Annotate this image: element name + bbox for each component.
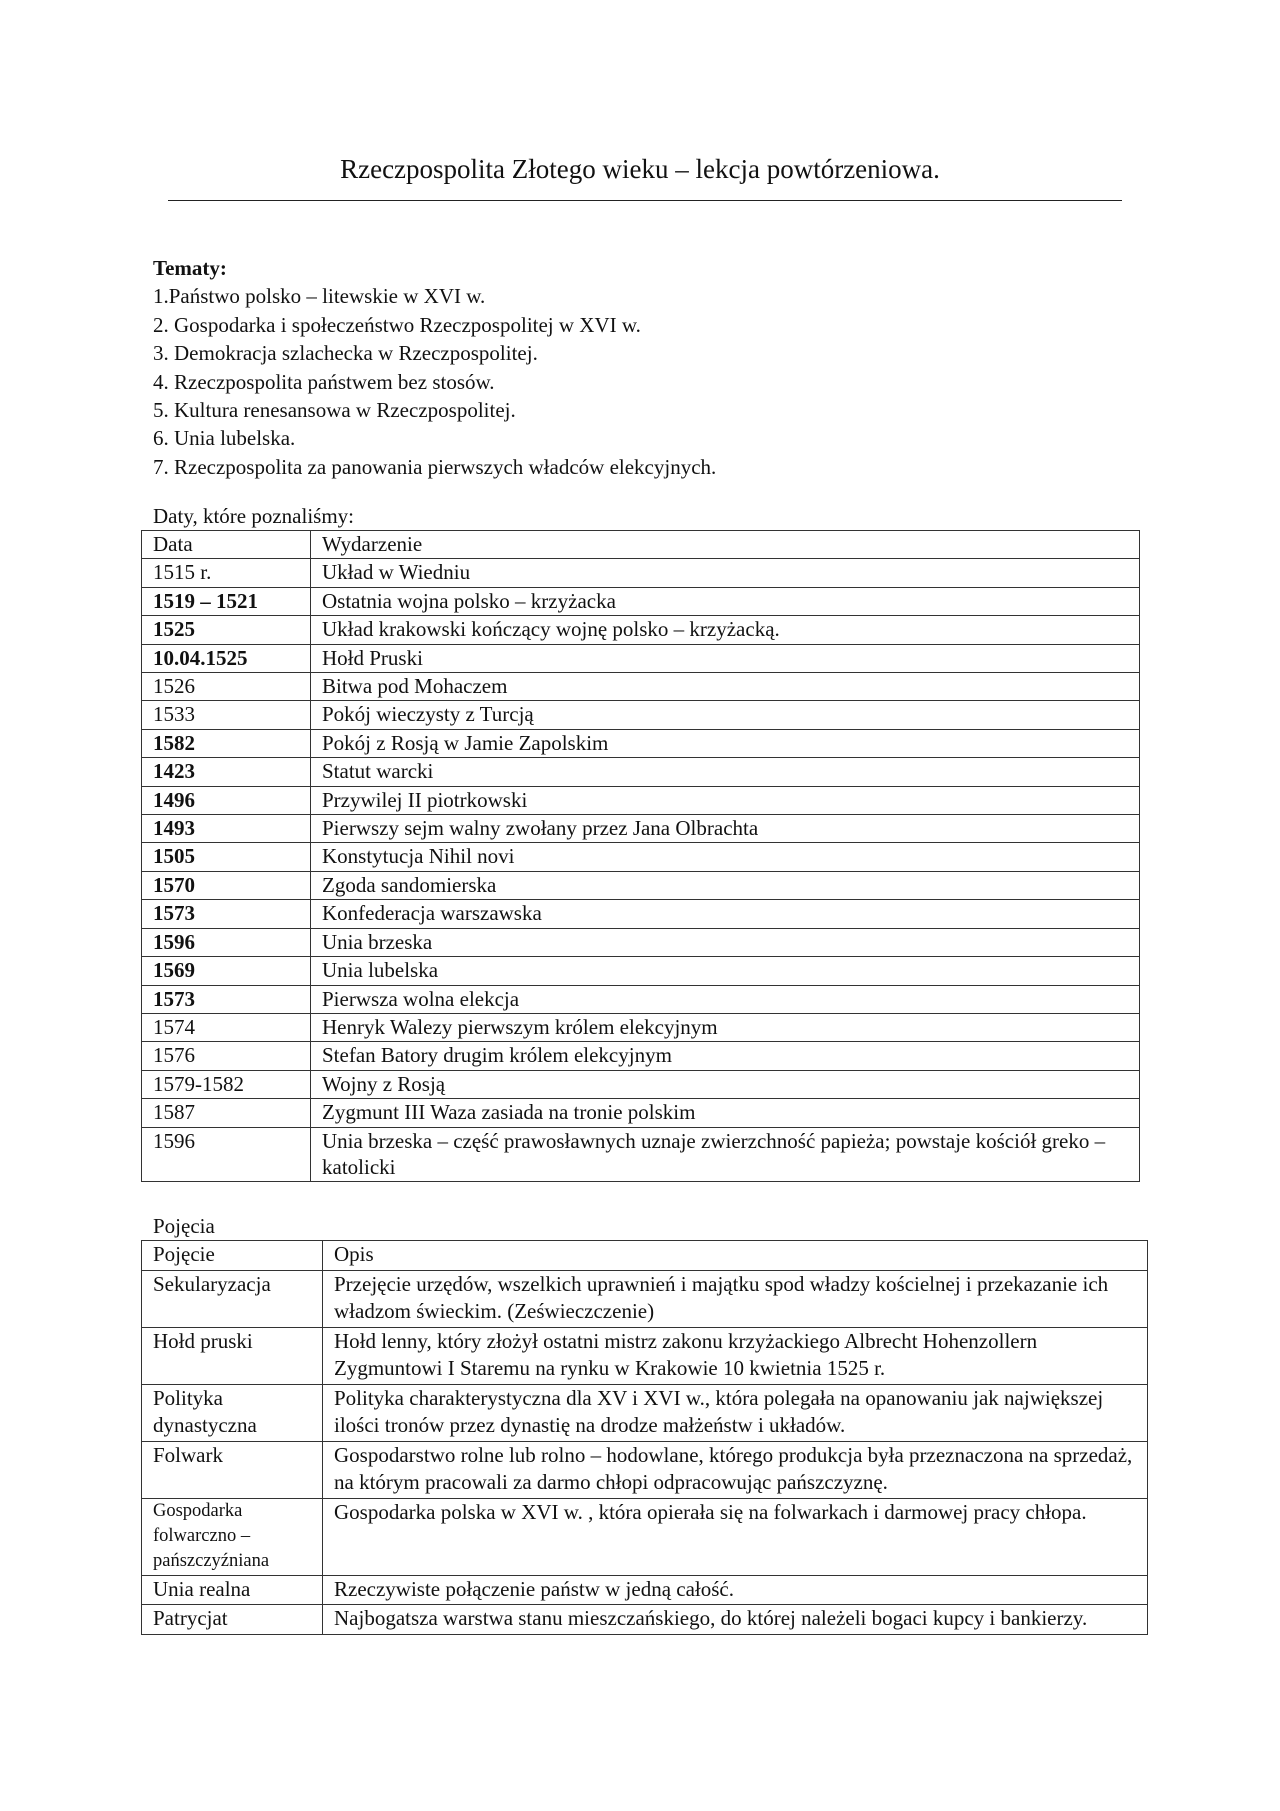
topics-list (153, 282, 1153, 481)
dates-row (142, 900, 1140, 928)
dates-row (142, 815, 1140, 843)
term-cell: Patrycjat (142, 1605, 323, 1635)
dates-row (142, 928, 1140, 956)
terms-row (142, 1575, 1148, 1605)
terms-row (142, 1384, 1148, 1441)
date-cell: 1496 (142, 786, 311, 814)
term-desc-cell: Polityka charakterystyczna dla XV i XVI w., która polegała na opanowaniu jak największej ilości tronów przez dynastię na drodze małżeństw i układów. (323, 1384, 1148, 1441)
topic-item: 7. Rzeczpospolita za panowania pierwszych władców elekcyjnych. (153, 454, 717, 479)
topic-item: 5. Kultura renesansowa w Rzeczpospolitej. (153, 398, 516, 423)
dates-row (142, 701, 1140, 729)
date-cell: 1569 (142, 957, 311, 985)
dates-caption: Daty, które poznaliśmy: (153, 504, 355, 528)
topics-section (153, 254, 1153, 481)
event-cell: Konstytucja Nihil novi (311, 843, 1140, 871)
dates-row (142, 644, 1140, 672)
topic-item: 6. Unia lubelska. (153, 426, 296, 451)
dates-row (142, 985, 1140, 1013)
event-cell: Bitwa pod Mohaczem (311, 673, 1140, 701)
date-cell: 1526 (142, 673, 311, 701)
term-desc-cell: Gospodarka polska w XVI w. , która opierała się na folwarkach i darmowej pracy chłopa. (323, 1498, 1148, 1575)
date-cell: 1596 (142, 1127, 311, 1181)
dates-row (142, 786, 1140, 814)
date-cell: 1519 – 1521 (142, 587, 311, 615)
term-cell: Hołd pruski (142, 1327, 323, 1384)
date-cell: 1533 (142, 701, 311, 729)
dates-row (142, 587, 1140, 615)
term-desc-cell: Przejęcie urzędów, wszelkich uprawnień i majątku spod władzy kościelnej i przekazanie ich władzom świeckim. (Ześwieczczenie) (323, 1270, 1148, 1327)
dates-row (142, 729, 1140, 757)
terms-row (142, 1270, 1148, 1327)
term-desc-cell: Hołd lenny, który złożył ostatni mistrz zakonu krzyżackiego Albrecht Hohenzollern Zygmuntowi I Staremu na rynku w Krakowie 10 kwietnia 1525 r. (323, 1327, 1148, 1384)
dates-row (142, 673, 1140, 701)
event-cell: Pierwsza wolna elekcja (311, 985, 1140, 1013)
event-cell: Pokój z Rosją w Jamie Zapolskim (311, 729, 1140, 757)
topic-item: 2. Gospodarka i społeczeństwo Rzeczpospolitej w XVI w. (153, 312, 641, 337)
term-cell: Polityka dynastyczna (142, 1384, 323, 1441)
dates-row (142, 1013, 1140, 1041)
date-cell: 1576 (142, 1042, 311, 1070)
dates-row (142, 843, 1140, 871)
title-underline (168, 200, 1122, 201)
date-cell: 1573 (142, 985, 311, 1013)
term-cell: Folwark (142, 1441, 323, 1498)
event-cell: Pierwszy sejm walny zwołany przez Jana Olbrachta (311, 815, 1140, 843)
event-cell: Hołd Pruski (311, 644, 1140, 672)
dates-table (141, 530, 1140, 1182)
dates-row (142, 758, 1140, 786)
event-cell: Unia lubelska (311, 957, 1140, 985)
date-cell: 1573 (142, 900, 311, 928)
dates-row (142, 957, 1140, 985)
dates-row (142, 1070, 1140, 1098)
event-cell: Unia brzeska (311, 928, 1140, 956)
page-title: Rzeczpospolita Złotego wieku – lekcja powtórzeniowa. (340, 154, 940, 184)
event-cell: Ostatnia wojna polsko – krzyżacka (311, 587, 1140, 615)
term-cell: Sekularyzacja (142, 1270, 323, 1327)
term-desc-cell: Najbogatsza warstwa stanu mieszczańskiego, do której należeli bogaci kupcy i bankierzy. (323, 1605, 1148, 1635)
date-cell: 1574 (142, 1013, 311, 1041)
topic-item: 4. Rzeczpospolita państwem bez stosów. (153, 369, 495, 394)
dates-header-event: Wydarzenie (311, 531, 1140, 559)
dates-row (142, 1042, 1140, 1070)
event-cell: Stefan Batory drugim królem elekcyjnym (311, 1042, 1140, 1070)
terms-row (142, 1441, 1148, 1498)
date-cell: 1525 (142, 616, 311, 644)
terms-header-row (142, 1241, 1148, 1271)
event-cell: Wojny z Rosją (311, 1070, 1140, 1098)
date-cell: 1505 (142, 843, 311, 871)
term-desc-cell: Gospodarstwo rolne lub rolno – hodowlane, którego produkcja była przeznaczona na sprzedaż, na którym pracowali za darmo chłopi odpracowując pańszczyznę. (323, 1441, 1148, 1498)
dates-header-date: Data (142, 531, 311, 559)
term-cell: Unia realna (142, 1575, 323, 1605)
term-cell: Gospodarka folwarczno – pańszczyźniana (142, 1498, 323, 1575)
event-cell: Pokój wieczysty z Turcją (311, 701, 1140, 729)
event-cell: Konfederacja warszawska (311, 900, 1140, 928)
dates-header-row (142, 531, 1140, 559)
event-cell: Henryk Walezy pierwszym królem elekcyjnym (311, 1013, 1140, 1041)
event-cell: Układ w Wiedniu (311, 559, 1140, 587)
terms-row (142, 1498, 1148, 1575)
event-cell: Przywilej II piotrkowski (311, 786, 1140, 814)
date-cell: 1587 (142, 1099, 311, 1127)
event-cell: Zygmunt III Waza zasiada na tronie polskim (311, 1099, 1140, 1127)
date-cell: 1582 (142, 729, 311, 757)
dates-row (142, 871, 1140, 899)
topic-item: 1.Państwo polsko – litewskie w XVI w. (153, 284, 486, 309)
terms-table (141, 1240, 1148, 1635)
date-cell: 1423 (142, 758, 311, 786)
topics-heading: Tematy: (153, 256, 227, 280)
terms-header-term: Pojęcie (142, 1241, 323, 1271)
date-cell: 1596 (142, 928, 311, 956)
terms-row (142, 1605, 1148, 1635)
event-cell: Zgoda sandomierska (311, 871, 1140, 899)
date-cell: 1515 r. (142, 559, 311, 587)
dates-row (142, 1099, 1140, 1127)
dates-row (142, 559, 1140, 587)
term-desc-cell: Rzeczywiste połączenie państw w jedną całość. (323, 1575, 1148, 1605)
topic-item: 3. Demokracja szlachecka w Rzeczpospolitej. (153, 341, 538, 366)
date-cell: 10.04.1525 (142, 644, 311, 672)
event-cell: Układ krakowski kończący wojnę polsko – krzyżacką. (311, 616, 1140, 644)
event-cell: Statut warcki (311, 758, 1140, 786)
terms-row (142, 1327, 1148, 1384)
date-cell: 1570 (142, 871, 311, 899)
date-cell: 1579-1582 (142, 1070, 311, 1098)
date-cell: 1493 (142, 815, 311, 843)
terms-header-desc: Opis (323, 1241, 1148, 1271)
dates-row (142, 616, 1140, 644)
event-cell: Unia brzeska – część prawosławnych uznaje zwierzchność papieża; powstaje kościół greko – katolicki (311, 1127, 1140, 1181)
terms-caption: Pojęcia (153, 1214, 215, 1238)
dates-row (142, 1127, 1140, 1181)
